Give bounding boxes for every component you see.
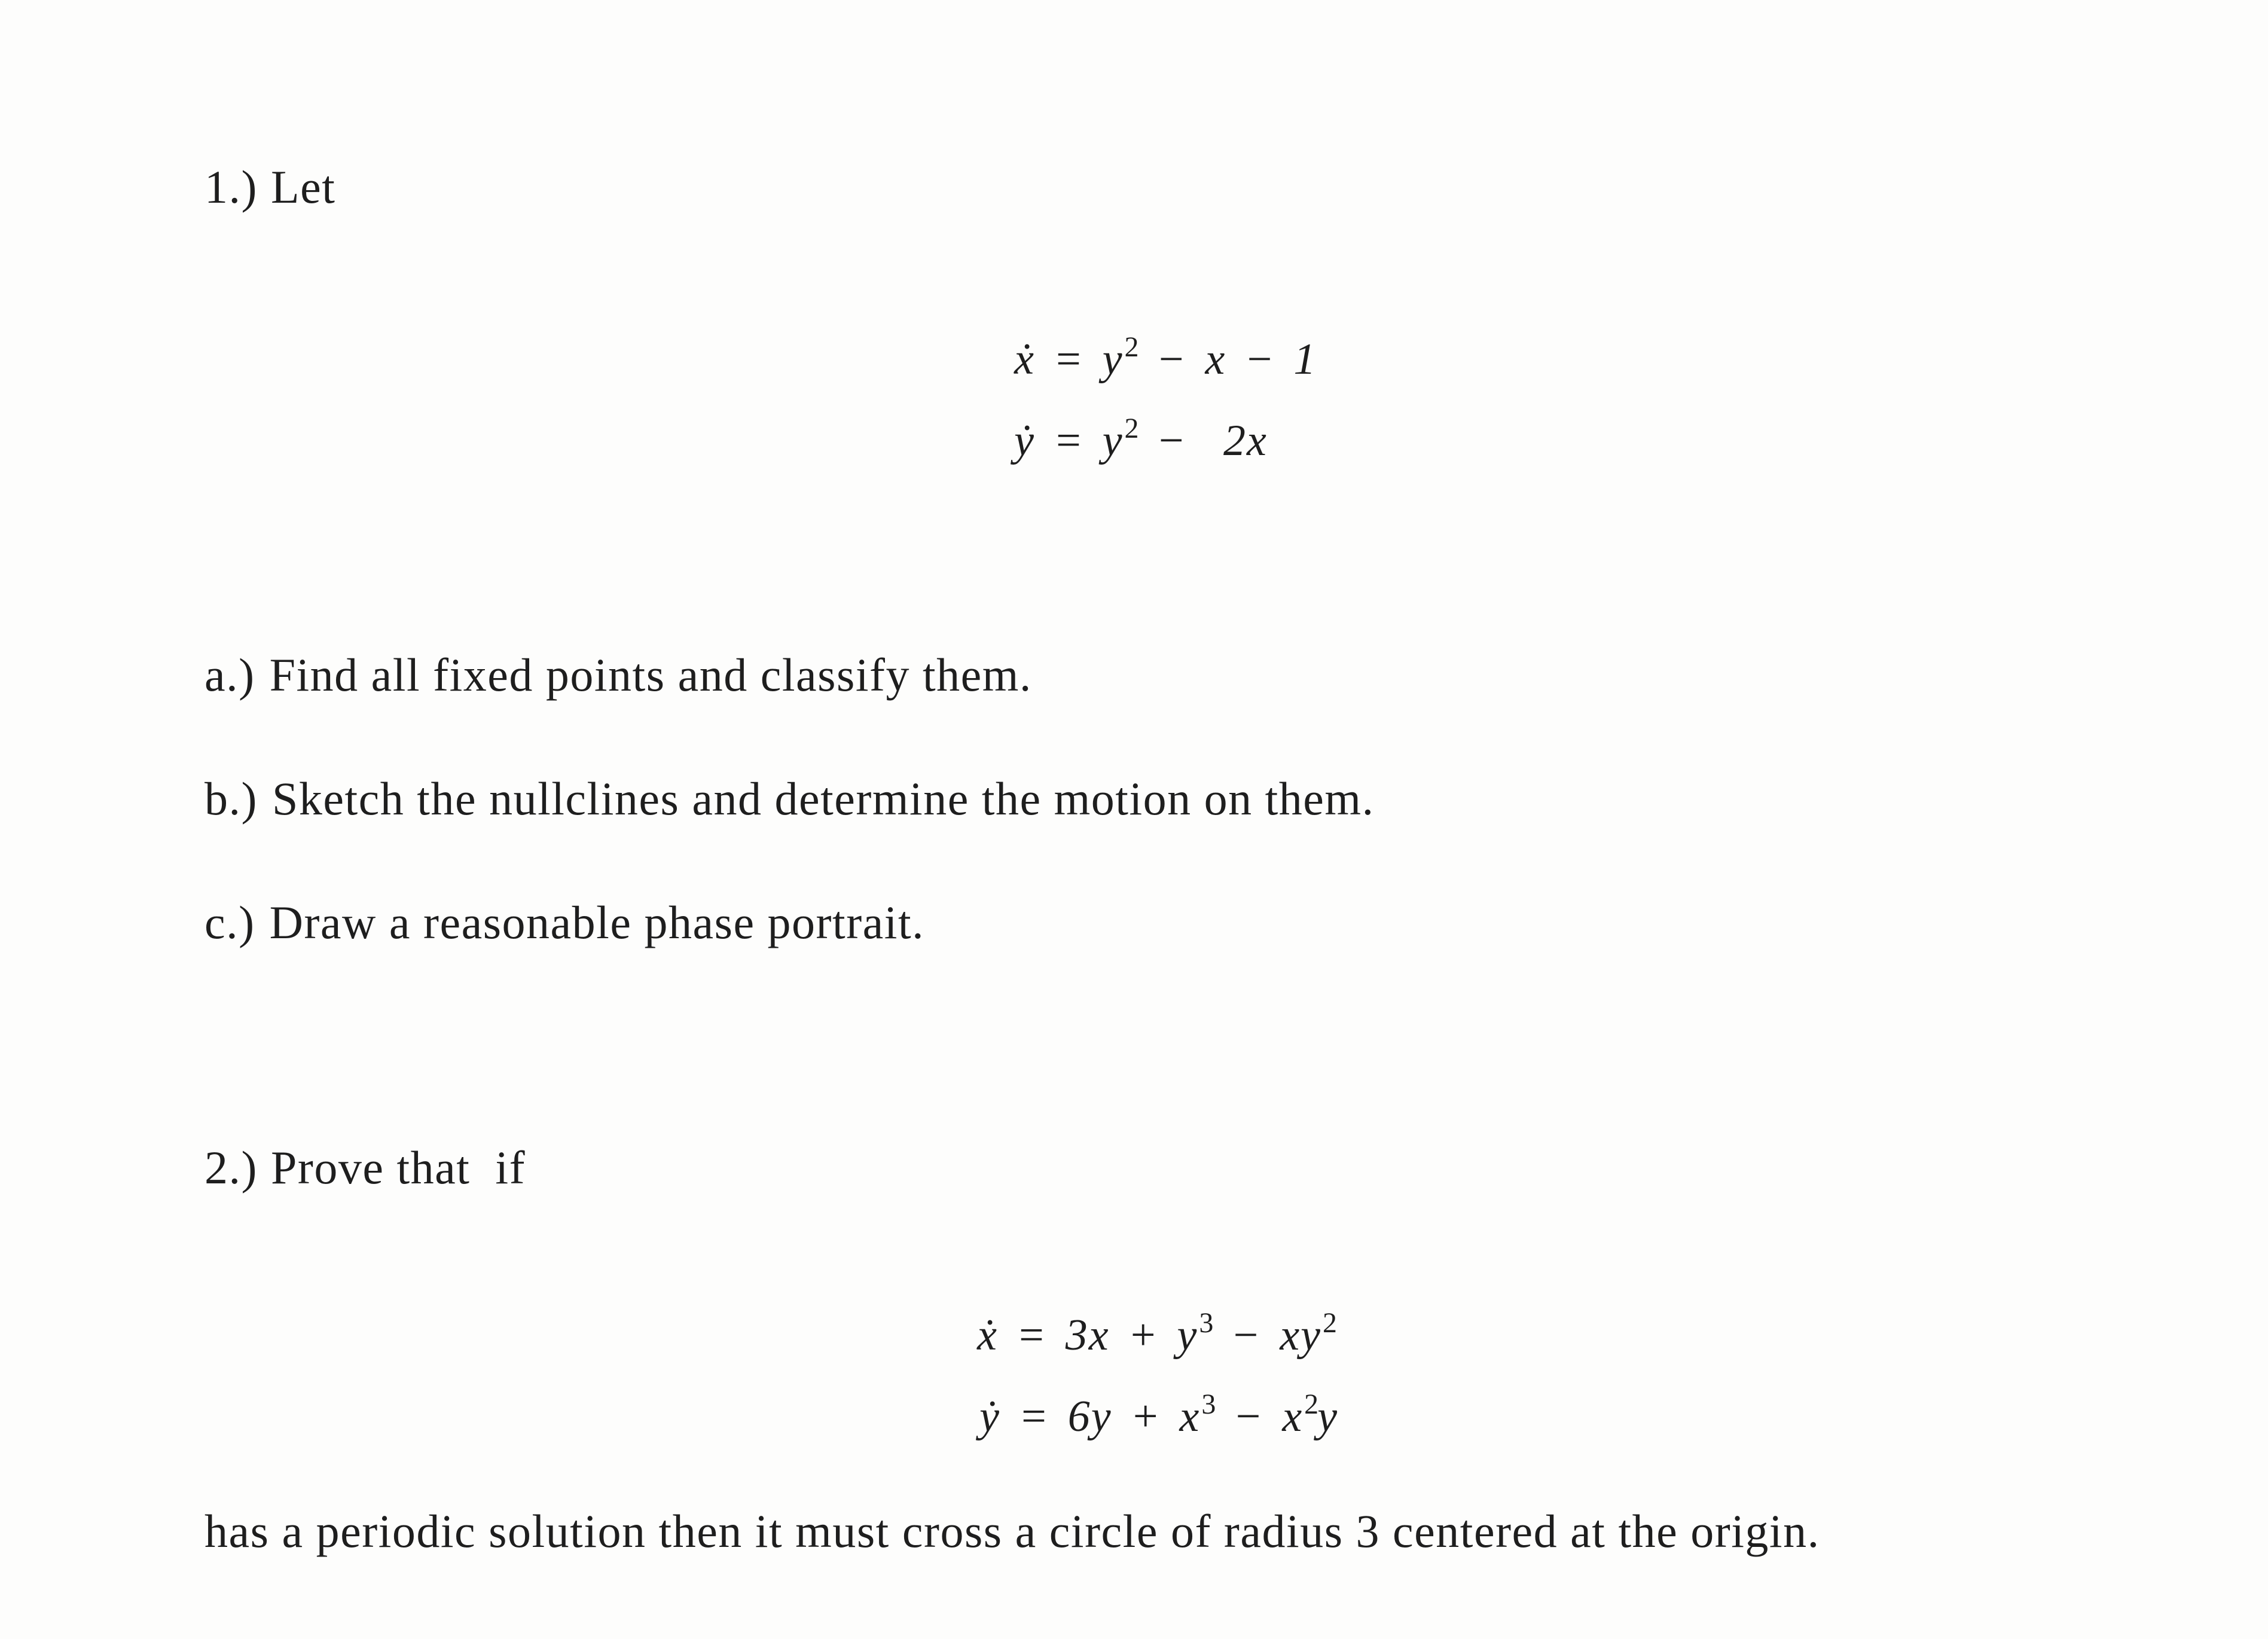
problem1-number: 1.) bbox=[204, 160, 258, 213]
conclusion-text: has a periodic solution then it must cross a circle of radius 3 centered at the origin. bbox=[204, 1504, 1820, 1557]
problem1-heading bbox=[154, 103, 335, 271]
problem1-equation-line2 bbox=[941, 361, 1268, 520]
equation-term: − x − 1 bbox=[1137, 334, 1317, 384]
part-b-label: b.) bbox=[204, 772, 258, 825]
problem2-number: 2.) bbox=[204, 1141, 258, 1194]
exponent: 2 bbox=[1124, 331, 1139, 363]
exponent: 2 bbox=[1322, 1307, 1337, 1339]
equation-term: y bbox=[1317, 1391, 1339, 1441]
equation-term: − x bbox=[1214, 1391, 1304, 1441]
equation-term: − xy bbox=[1212, 1310, 1322, 1360]
problem2-heading bbox=[154, 1083, 526, 1252]
part-b-text: Sketch the nullclines and determine the motion on them. bbox=[271, 772, 1375, 825]
problem2-conclusion bbox=[154, 1447, 1820, 1615]
equation-term: ẏ = 6y + x bbox=[979, 1391, 1201, 1441]
equation-term: ẋ = y bbox=[1014, 334, 1124, 384]
equation-term: − 2x bbox=[1137, 416, 1268, 465]
problem1-intro: Let bbox=[270, 160, 336, 213]
exponent: 2 bbox=[1304, 1388, 1319, 1420]
part-a-label: a.) bbox=[204, 648, 255, 701]
part-a-text: Find all fixed points and classify them. bbox=[269, 648, 1032, 701]
part-c-text: Draw a reasonable phase portrait. bbox=[269, 896, 925, 948]
exponent: 2 bbox=[1124, 413, 1139, 444]
problem2-intro: Prove that if bbox=[270, 1141, 526, 1194]
equation-term: ẋ = 3x + y bbox=[977, 1310, 1198, 1360]
part-c-label: c.) bbox=[204, 896, 255, 948]
equation-term: ẏ = y bbox=[1014, 416, 1124, 465]
exponent: 3 bbox=[1201, 1388, 1216, 1420]
problem1-part-c bbox=[154, 838, 924, 1006]
exponent: 3 bbox=[1199, 1307, 1214, 1339]
